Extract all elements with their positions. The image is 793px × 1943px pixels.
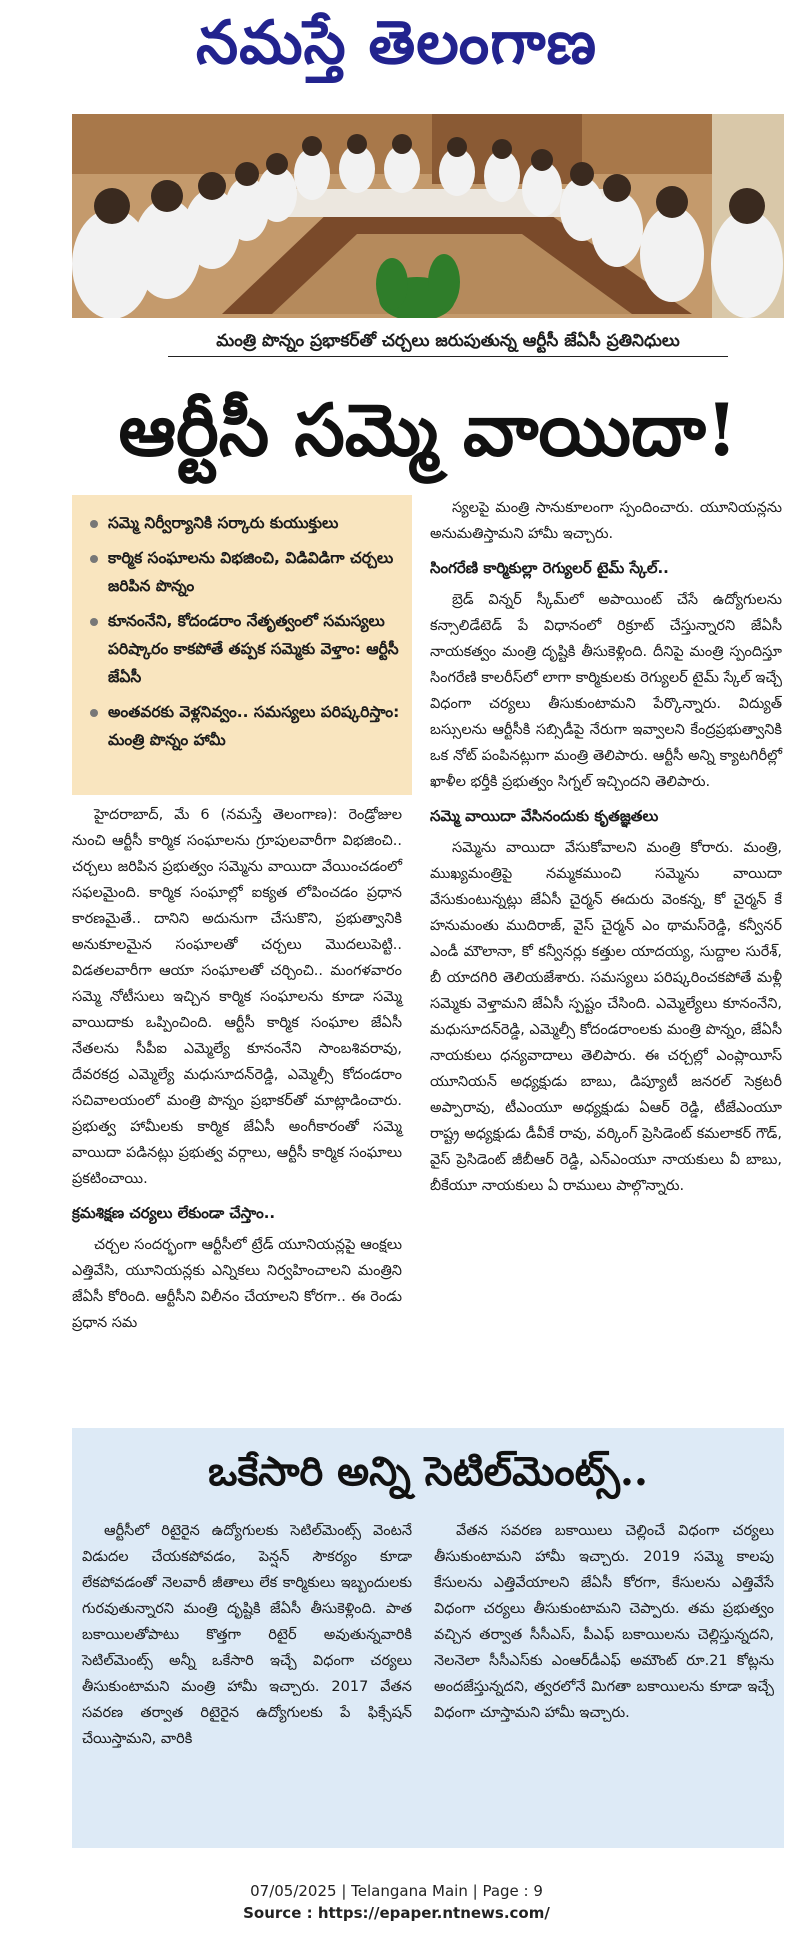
masthead — [0, 0, 793, 100]
settlements-box — [72, 1428, 784, 1848]
meeting-photo — [72, 114, 784, 318]
footer-source-link[interactable]: Source : https://epaper.ntnews.com/ — [243, 1904, 550, 1922]
photo-caption: మంత్రి పొన్నం ప్రభాకర్‌తో చర్చలు జరుపుతున్న ఆర్టీసీ జేఏసీ ప్రతినిధులు — [168, 326, 728, 357]
meeting-photo-image — [72, 114, 784, 318]
highlight-item: సమ్మె నిర్వీర్యానికి సర్కారు కుయుక్తులు — [90, 509, 400, 537]
highlight-item: అంతవరకు వెళ్లనివ్వం.. సమస్యలు పరిష్కరిస్తాం: మంత్రి పొన్నం హామీ — [90, 698, 400, 754]
article-subheading: సింగరేణి కార్మికుల్లా రెగ్యులర్ టైమ్ స్కేల్.. — [430, 559, 669, 577]
article-column-left — [72, 802, 402, 1340]
highlights-box — [72, 495, 412, 795]
article-subheading: సమ్మె వాయిదా వేసినందుకు కృతజ్ఞతలు — [430, 807, 659, 825]
settlements-column-left — [82, 1518, 412, 1756]
article-column-right — [430, 495, 782, 1203]
page-footer — [0, 1880, 793, 1924]
settlements-column-right — [434, 1518, 774, 1730]
headline: ఆర్టీసీ సమ్మె వాయిదా! — [118, 387, 738, 472]
highlight-item: కార్మిక సంఘాలను విభజించి, విడివిడిగా చర్చలు జరిపిన పొన్నం — [90, 544, 400, 600]
highlights-list — [72, 495, 412, 769]
article-paragraph: వేతన సవరణ బకాయిలు చెల్లించే విధంగా చర్యలు తీసుకుంటామని హామీ ఇచ్చారు. 2019 సమ్మె కాలపు కేసులను ఎత్తివేయాలని జేఏసీ కోరగా, కేసులను ఎత్తివేసే విధంగా చర్యలు తీసుకుంటామని చెప్పారు. తమ ప్రభుత్వం వచ్చిన తర్వాత సీసీఎస్, పీఎఫ్ బకాయిలను చెల్లిస్తున్నదని, నెలనెలా సీసీఎస్‌కు ఎంఆర్‌డీఎఫ్ అమౌంట్ రూ.21 కోట్లను అందజేస్తున్నదని, త్వరలోనే మిగతా బకాయిలను కూడా ఇచ్చే విధంగా చూస్తామని హామీ ఇచ్చారు. — [434, 1523, 774, 1721]
settlements-title: ఒకేసారి అన్ని సెటిల్‌మెంట్స్.. — [208, 1448, 648, 1495]
article-paragraph: స్యలపై మంత్రి సానుకూలంగా స్పందించారు. యూనియన్లను అనుమతిస్తామని హామీ ఇచ్చారు. — [430, 500, 782, 542]
article-paragraph: బ్రెడ్ విన్నర్ స్కీమ్‌లో అపాయింట్ చేసే ఉద్యోగులను కన్సాలిడేటెడ్ పే విధానంలో రిక్రూట్ చేస్తున్నారని జేఏసీ నాయకత్వం మంత్రి దృష్టికి తీసుకెళ్లింది. దీనిపై మంత్రి స్పందిస్తూ సింగరేణి కాలరీస్‌లో లాగా కార్మికులకు రెగ్యులర్ టైమ్ స్కేల్ ఇచ్చే విధంగా చర్యలు తీసుకుంటామని పేర్కొన్నారు. విద్యుత్ బస్సులను ఆర్టీసీకి సబ్సిడీపై నేరుగా ఇవ్వాలని కేంద్రప్రభుత్వానికి ఒక నోట్ పంపినట్లుగా మంత్రి తెలిపారు. ఆర్టీసీ అన్ని క్యాటగిరీల్లో ఖాళీల భర్తీకి ప్రభుత్వం సిగ్నల్ ఇచ్చిందని తెలిపారు. — [430, 592, 782, 790]
article-paragraph: హైదరాబాద్, మే 6 (నమస్తే తెలంగాణ): రెండ్రోజుల నుంచి ఆర్టీసీ కార్మిక సంఘాలను గ్రూపులవారీగా విభజించి.. చర్చలు జరిపిన ప్రభుత్వం సమ్మెను వాయిదా వేయించడంలో సఫలమైంది. కార్మిక సంఘాల్లో ఐక్యత లోపించడం ప్రధాన కారణమైతే.. దానిని అదునుగా చేసుకొని, ప్రభుత్వానికి అనుకూలమైన సంఘాలతో చర్చలు మొదలుపెట్టి.. విడతలవారీగా ఆయా సంఘాలతో చర్చించి.. మంగళవారం సమ్మె నోటీసులు ఇచ్చిన కార్మిక సంఘాలను కూడా సమ్మె వాయిదాకు ఒప్పించింది. ఆర్టీసీ కార్మిక సంఘాల జేఏసీ నేతలను సీపీఐ ఎమ్మెల్యే కూనంనేని సాంబశివరావు, దేవరకద్ర ఎమ్మెల్యే మధుసూదన్‌రెడ్డి, ఎమ్మెల్సీ కోదండరాం సచివాలయంలో మంత్రి పొన్నం ప్రభాకర్‌తో మాట్లాడించారు. ప్రభుత్వ హామీలకు కార్మిక జేఏసీ అంగీకారంతో సమ్మె వాయిదా పడినట్లు ప్రభుత్వ వర్గాలు, ఆర్టీసీ కార్మిక సంఘాలు ప్రకటించాయి. — [72, 807, 402, 1187]
article-paragraph: ఆర్టీసీలో రిటైరైన ఉద్యోగులకు సెటిల్‌మెంట్స్ వెంటనే విడుదల చేయకపోవడం, పెన్షన్ సౌకర్యం కూడా లేకపోవడంతో నెలవారీ జీతాలు లేక కార్మికులు ఇబ్బందులకు గురవుతున్నారని మంత్రి దృష్టికి జేఏసీ తీసుకెళ్లింది. పాత బకాయిలతోపాటు కొత్తగా రిటైర్ అవుతున్నవారికి సెటిల్‌మెంట్స్ అన్నీ ఒకేసారి ఇచ్చే విధంగా చర్యలు తీసుకుంటామని మంత్రి హామీ ఇచ్చారు. 2017 వేతన సవరణ తర్వాత రిటైరైన ఉద్యోగులకు పే ఫిక్సేషన్ చేయిస్తామని, వారికి — [82, 1523, 412, 1747]
highlight-item: కూనంనేని, కోదండరాం నేతృత్వంలో సమస్యలు పరిష్కారం కాకపోతే తప్పక సమ్మెకు వెళ్తాం: ఆర్టీసీ జేఏసీ — [90, 607, 400, 691]
article-paragraph: చర్చల సందర్భంగా ఆర్టీసీలో ట్రేడ్ యూనియన్లపై ఆంక్షలు ఎత్తివేసి, యూనియన్లకు ఎన్నికలు నిర్వహించాలని మంత్రిని జేఏసీ కోరింది. ఆర్టీసీని విలీనం చేయాలని కోరగా.. ఈ రెండు ప్రధాన సమ — [72, 1237, 402, 1331]
footer-date-page: 07/05/2025 | Telangana Main | Page : 9 — [250, 1882, 543, 1900]
masthead-logo: నమస్తే తెలంగాణ — [195, 8, 598, 78]
article-paragraph: సమ్మెను వాయిదా వేసుకోవాలని మంత్రి కోరారు. మంత్రి, ముఖ్యమంత్రిపై నమ్మకముంచి సమ్మెను వాయిదా వేసుకుంటున్నట్లు జేఏసీ చైర్మన్ ఈదురు వెంకన్న, కో చైర్మన్ కే హనుమంతు ముదిరాజ్, వైస్ చైర్మన్ ఎం థామస్‌రెడ్డి, కన్వీనర్ ఎండీ మౌలానా, కో కన్వీనర్లు కత్తుల యాదయ్య, సుద్దాల సురేశ్, బీ యాదగిరి తెలియజేశారు. సమస్యలు పరిష్కరించకపోతే మళ్లీ సమ్మెకు వెళ్తామని జేఏసీ స్పష్టం చేసింది. ఎమ్మెల్యేలు కూనంనేని, మధుసూదన్‌రెడ్డి, ఎమ్మెల్సీ కోదండరాంలకు మంత్రి పొన్నం, జేఏసీ నాయకులు ధన్యవాదాలు తెలిపారు. ఈ చర్చల్లో ఎంప్లాయీస్ యూనియన్ అధ్యక్షుడు బాబు, డిప్యూటీ జనరల్ సెక్రటరీ అప్పారావు, టీఎంయూ అధ్యక్షుడు ఏఆర్ రెడ్డి, టీజేఎంయూ రాష్ట్ర అధ్యక్షుడు డీవీకే రావు, వర్కింగ్ ప్రెసిడెంట్ కమలాకర్ గౌడ్, వైస్ ప్రెసిడెంట్ జీబీఆర్ రెడ్డి, ఎన్‌ఎంయూ నాయకులు వీ బాబు, బీకేయూ నాయకులు ఏ రాములు పాల్గొన్నారు. — [430, 840, 782, 1194]
article-subheading: క్రమశిక్షణ చర్యలు లేకుండా చేస్తాం.. — [72, 1204, 276, 1222]
